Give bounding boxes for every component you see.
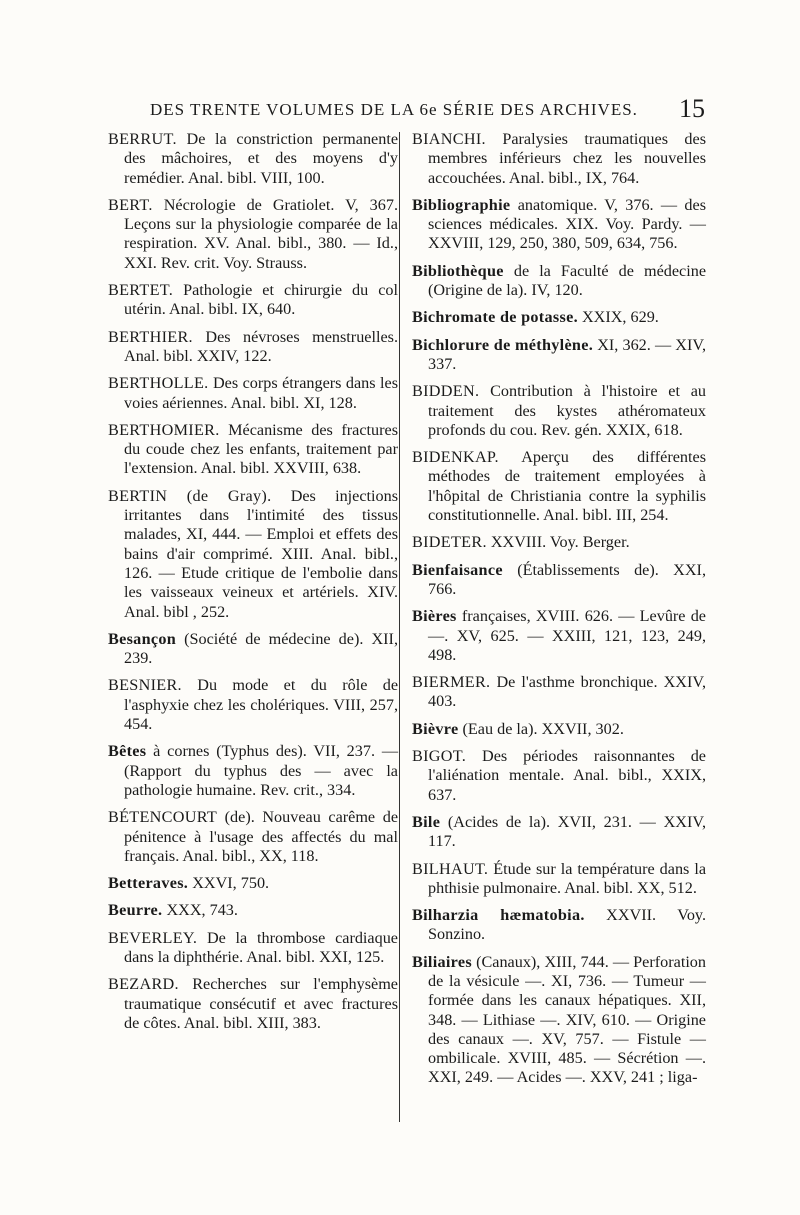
entry-text: XXVI, 750.	[192, 874, 270, 893]
entry-text: Recherches sur l'emphysème traumatique consécutif et avec fractures de côtes. Anal. bibl. XIII, 383.	[124, 975, 398, 1032]
index-entry	[108, 374, 398, 413]
entry-heading: Bièvre	[412, 719, 459, 738]
index-entry	[412, 673, 706, 712]
entry-text: Des périodes raisonnantes de l'aliénation mentale. Anal. bibl., XXIX, 637.	[428, 747, 706, 804]
entry-text: XXIX, 629.	[581, 308, 659, 327]
entry-heading: BIDETER.	[412, 533, 487, 552]
entry-heading: BIERMER.	[412, 673, 491, 692]
entry-heading: BIGOT.	[412, 747, 467, 766]
index-entry	[412, 130, 706, 188]
index-entry	[108, 676, 398, 734]
index-entry	[412, 607, 706, 665]
left-column	[108, 130, 398, 1041]
index-entry	[108, 975, 398, 1033]
entry-heading: Bières	[412, 607, 457, 626]
entry-text: Étude sur la température dans la phthisie pulmonaire. Anal. bibl. XX, 512.	[428, 859, 707, 897]
index-entry	[412, 382, 706, 440]
index-entry	[108, 901, 398, 920]
index-entry	[108, 281, 398, 320]
entry-heading: Bibliographie	[412, 195, 511, 214]
entry-heading: BEZARD.	[108, 975, 179, 994]
entry-text: De la thrombose cardiaque dans la diphthérie. Anal. bibl. XXI, 125.	[124, 928, 398, 966]
page-number: 15	[679, 94, 705, 123]
right-column	[412, 130, 706, 1096]
entry-text: Aperçu des différentes méthodes de traitement employées à l'hôpital de Christiania contre la syphilis constitutionnelle. Anal. bibl. III, 254.	[428, 448, 707, 525]
entry-text: Des névroses menstruelles. Anal. bibl. XXIV, 122.	[124, 327, 398, 365]
entry-heading: BERTHOMIER.	[108, 420, 220, 439]
entry-text: Pathologie et chirurgie du col utérin. Anal. bibl. IX, 640.	[124, 281, 398, 319]
index-entry	[412, 860, 706, 899]
entry-text: (Société de médecine de). XII, 239.	[124, 629, 398, 668]
index-entry	[412, 720, 706, 739]
index-entry	[412, 747, 706, 805]
entry-text: de la Faculté de médecine (Origine de la). IV, 120.	[428, 261, 707, 300]
entry-heading: BERTIN (de Gray).	[108, 486, 272, 505]
index-entry	[108, 929, 398, 968]
index-entry	[412, 262, 706, 301]
entry-text: XXVIII. Voy. Berger.	[490, 533, 630, 552]
entry-heading: Besançon	[108, 629, 177, 648]
index-entry	[412, 953, 706, 1088]
index-entry	[108, 487, 398, 622]
entry-heading: Bibliothèque	[412, 261, 504, 280]
entry-text: XXVII. Voy. Sonzino.	[428, 906, 706, 944]
running-title: DES TRENTE VOLUMES DE LA 6e SÉRIE DES ARCHIVES.	[150, 100, 638, 119]
entry-heading: Biliaires	[412, 952, 472, 971]
entry-heading: BÉTENCOURT	[108, 808, 218, 827]
index-entry	[412, 308, 706, 327]
index-entry	[108, 630, 398, 669]
entry-heading: BEVERLEY.	[108, 928, 198, 947]
index-entry	[412, 336, 706, 375]
index-entry	[412, 561, 706, 600]
index-entry	[108, 808, 398, 866]
entry-text: Des corps étrangers dans les voies aériennes. Anal. bibl. XI, 128.	[124, 374, 399, 412]
index-entry	[108, 130, 398, 188]
entry-heading: Bêtes	[108, 742, 147, 761]
entry-text: Paralysies traumatiques des membres inférieurs chez les nouvelles accouchées. Anal. bibl., IX, 764.	[428, 130, 706, 187]
entry-text: XI, 362. — XIV, 337.	[428, 335, 706, 373]
entry-heading: BESNIER.	[108, 676, 182, 695]
entry-heading: BIDENKAP.	[412, 448, 499, 467]
index-entry	[108, 196, 398, 273]
entry-heading: Bichromate de potasse.	[412, 308, 578, 327]
entry-text: De l'asthme bronchique. XXIV, 403.	[428, 673, 706, 711]
index-entry	[412, 196, 706, 254]
entry-text: anatomique. V, 376. — des sciences médicales. XIX. Voy. Pardy. — XXVIII, 129, 250, 380, 509, 634, 756.	[428, 195, 706, 253]
index-entry	[108, 742, 398, 800]
index-entry	[108, 328, 398, 367]
entry-heading: Betteraves.	[108, 874, 189, 893]
entry-heading: BERRUT.	[108, 130, 177, 148]
entry-text: Mécanisme des fractures du coude chez les enfants, traitement par l'extension. Anal. bibl. XXVIII, 638.	[124, 420, 398, 478]
entry-heading: BERT.	[108, 195, 153, 214]
entry-text: De la constriction permanente des mâchoires, et des moyens d'y remédier. Anal. bibl. VIII, 100.	[124, 130, 399, 187]
entry-heading: Bile	[412, 812, 441, 831]
entry-heading: BERTHIER.	[108, 327, 193, 346]
entry-heading: BIDDEN.	[412, 382, 480, 401]
index-entry	[108, 421, 398, 479]
entry-text: (Eau de la). XXVII, 302.	[462, 719, 624, 738]
entry-heading: Bilharzia hæmatobia.	[412, 906, 585, 925]
entry-heading: Bichlorure de méthylène.	[412, 335, 594, 354]
entry-heading: Bienfaisance	[412, 560, 503, 579]
entry-text: Contribution à l'histoire et au traitement des kystes athéromateux profonds du cou. Rev. gén. XXIX, 618.	[428, 382, 707, 439]
column-divider	[399, 132, 400, 1122]
entry-text: (Établissements de). XXI, 766.	[428, 560, 706, 598]
entry-heading: Beurre.	[108, 901, 163, 920]
entry-text: XXX, 743.	[166, 901, 238, 920]
entry-text: (Canaux), XIII, 744. — Perforation de la vésicule —. XI, 736. — Tumeur — formée dans les canaux hépatiques. XII, 348. — Lithiase —. XIV, 610. — Origine des canaux —. XV, 757. — Fistule — ombilicale. XVIII, 485. — Sécrétion —. XXI, 249. — Acides —. XXV, 241 ; liga-	[428, 952, 706, 1087]
index-entry	[412, 813, 706, 852]
page-header	[110, 96, 705, 126]
entry-text: françaises, XVIII. 626. — Levûre de —. XV, 625. — XXIII, 121, 123, 249, 498.	[428, 607, 706, 664]
entry-text: Nécrologie de Gratiolet. V, 367. Leçons sur la physiologie comparée de la respiration. XV. Anal. bibl., 380. — Id., XXI. Rev. crit. Voy. Strauss.	[124, 195, 398, 272]
entry-text: Des injections irritantes dans l'intimité des tissus malades, XI, 444. — Emploi et effets des bains d'air comprimé. XIII. Anal. bibl., 126. — Etude critique de l'embolie dans les vaisseaux veineux et artériels. XIV. Anal. bibl , 252.	[124, 486, 399, 621]
index-entry	[412, 533, 706, 552]
entry-heading: BIANCHI.	[412, 130, 486, 148]
entry-text: (Acides de la). XVII, 231. — XXIV, 117.	[428, 812, 706, 851]
entry-text: Du mode et du rôle de l'asphyxie chez les cholériques. VIII, 257, 454.	[124, 676, 399, 734]
index-entry	[412, 906, 706, 945]
entry-heading: BERTET.	[108, 281, 174, 300]
entry-text: (de). Nouveau carême de pénitence à l'usage des affectés du mal français. Anal. bibl., XX, 118.	[124, 808, 399, 865]
index-entry	[108, 874, 398, 893]
entry-text: à cornes (Typhus des). VII, 237. — (Rapport du typhus des — avec la pathologie humaine. Rev. crit., 334.	[124, 742, 399, 799]
entry-heading: BERTHOLLE.	[108, 374, 209, 393]
index-entry	[412, 448, 706, 525]
entry-heading: BILHAUT.	[412, 859, 489, 878]
